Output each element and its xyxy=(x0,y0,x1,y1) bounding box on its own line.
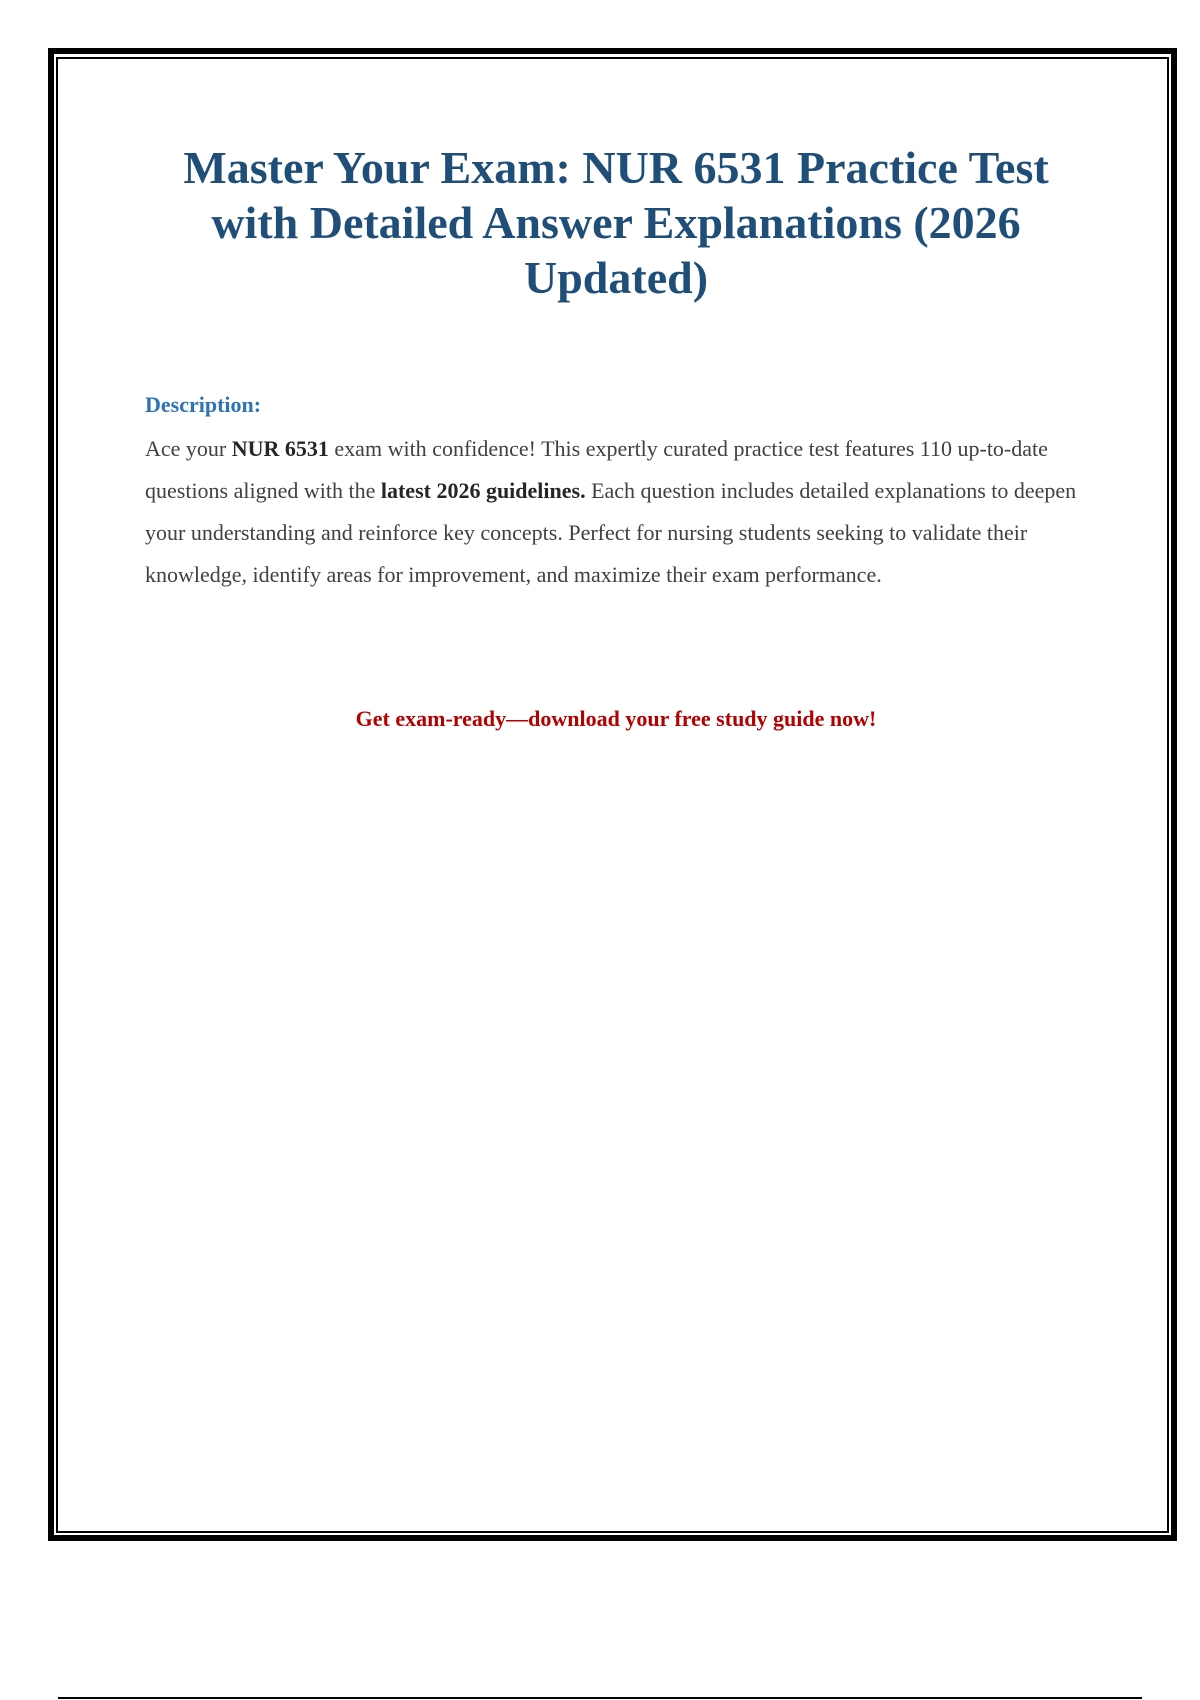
description-text-3: Each question includes detailed explanations to deepen your understanding and reinforce key concepts. Perfect for nursing students seeking to validate their knowledge, identify areas for improvement, and maximize their exam performance. xyxy=(145,478,1077,587)
footer-divider xyxy=(58,1697,1142,1699)
description-bold-guidelines: latest 2026 guidelines. xyxy=(380,478,586,503)
call-to-action: Get exam-ready—download your free study guide now! xyxy=(355,706,877,731)
document-title: Master Your Exam: NUR 6531 Practice Test with Detailed Answer Explanations (2026 Updated) xyxy=(183,142,1049,303)
document-content xyxy=(145,140,1087,734)
description-paragraph xyxy=(145,428,1087,596)
description-text-1: Ace your xyxy=(145,436,232,461)
description-bold-course: NUR 6531 xyxy=(231,436,329,461)
description-text-2: exam with confidence! This expertly curated practice test features 110 up-to-date questions aligned with the xyxy=(145,436,1048,503)
description-label: Description: xyxy=(145,392,262,417)
